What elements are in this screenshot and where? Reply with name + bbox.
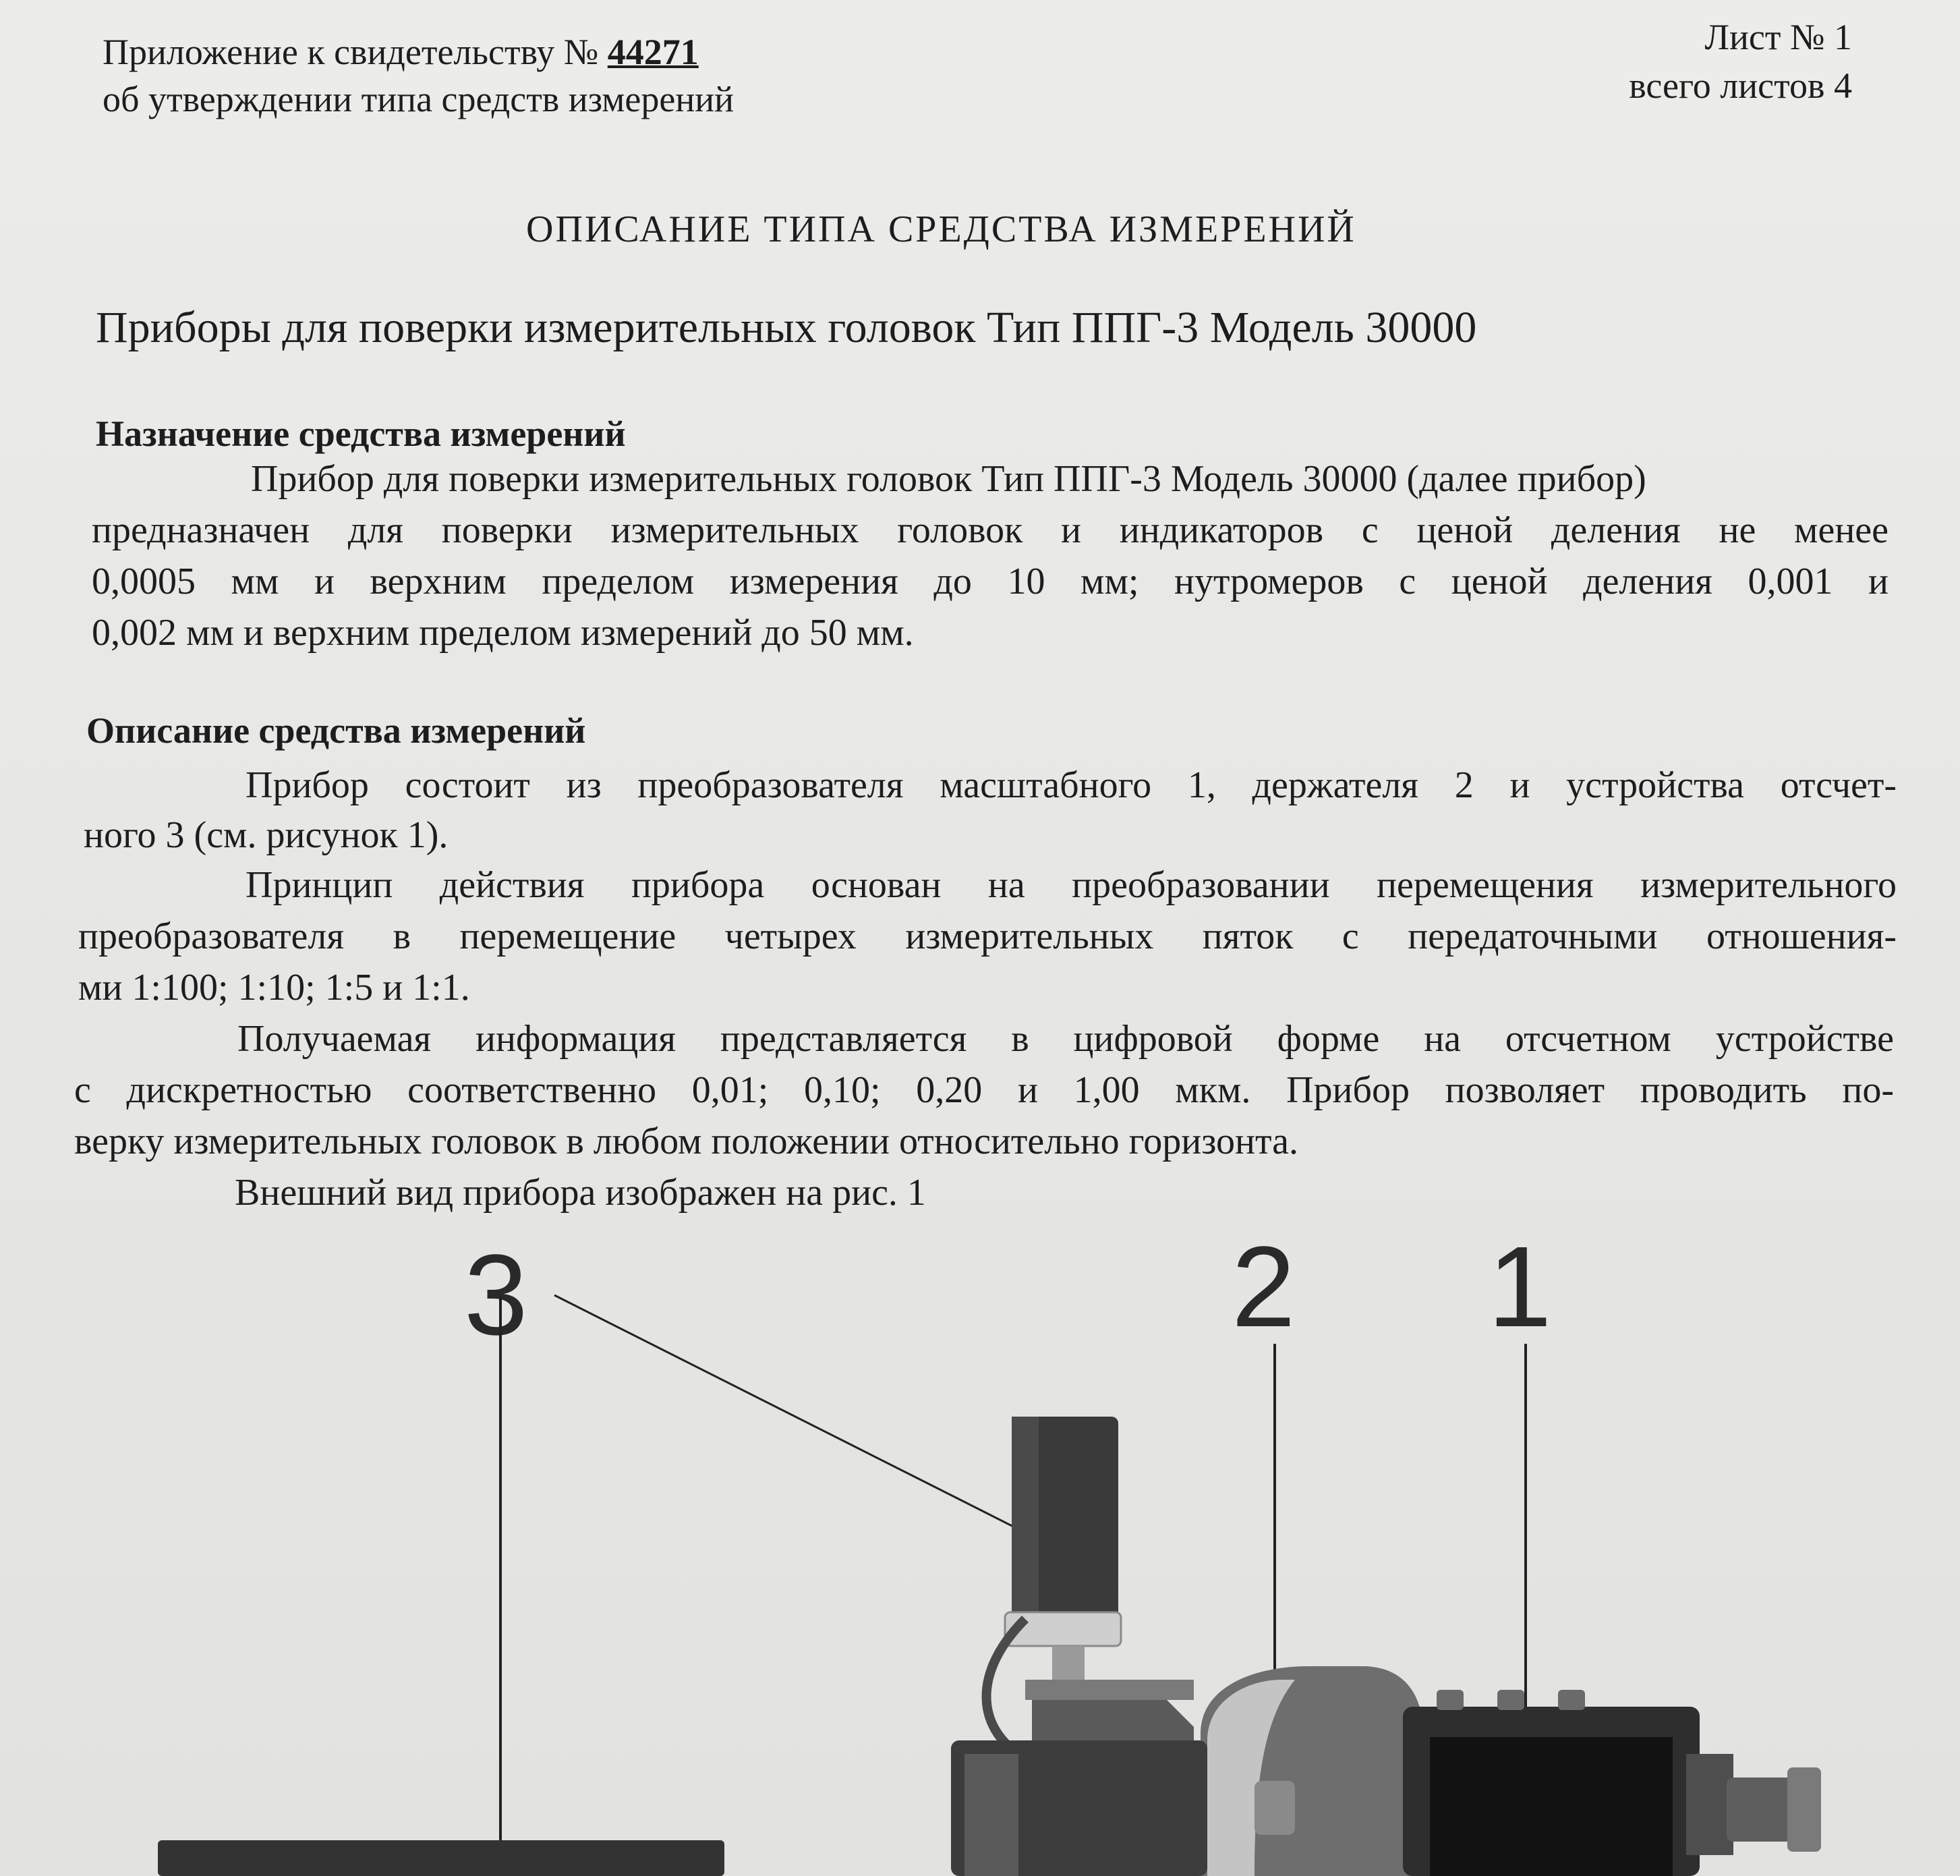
- purpose-line: 0,0005 мм и верхним пределом измерения до 10 мм; нутромеров с ценой деления 0,001 и: [92, 561, 1889, 602]
- document-title: ОПИСАНИЕ ТИПА СРЕДСТВА ИЗМЕРЕНИЙ: [526, 208, 1356, 250]
- description-line: с дискретностью соответственно 0,01; 0,10; 0,20 и 1,00 мкм. Прибор позволяет проводить по-: [74, 1069, 1894, 1111]
- holder-drum: [1201, 1666, 1423, 1876]
- transducer-body: [1403, 1690, 1821, 1876]
- base-block: [951, 1740, 1207, 1876]
- device-figure: [0, 1201, 1960, 1876]
- purpose-line: 0,002 мм и верхним пределом измерений до 50 мм.: [92, 612, 914, 654]
- appendix-line-2: об утверждении типа средств измерений: [103, 79, 734, 119]
- purpose-line: предназначен для поверки измерительных головок и индикаторов с ценой деления не менее: [92, 509, 1889, 551]
- description-line: Получаемая информация представляется в цифровой форме на отсчетном устройстве: [237, 1018, 1894, 1060]
- total-sheets: всего листов 4: [1629, 65, 1852, 106]
- figure-label-1: 1: [1488, 1223, 1552, 1351]
- description-line: ми 1:100; 1:10; 1:5 и 1:1.: [78, 967, 470, 1008]
- sheet-number: Лист № 1: [1704, 17, 1852, 57]
- description-heading: Описание средства измерений: [86, 710, 586, 751]
- figure-label-2: 2: [1232, 1223, 1296, 1351]
- figure-label-3: 3: [464, 1231, 528, 1359]
- description-line: верку измерительных головок в любом положении относительно горизонта.: [74, 1120, 1298, 1162]
- description-line: Прибор состоит из преобразователя масштабного 1, держателя 2 и устройства отсчет-: [246, 764, 1897, 806]
- certificate-number: 44271: [607, 32, 699, 72]
- readout-unit-base: [158, 1840, 724, 1876]
- leader-line-3-diagonal: [554, 1295, 1047, 1543]
- figure-reference: Внешний вид прибора изображен на рис. 1: [235, 1172, 926, 1214]
- document-subtitle: Приборы для поверки измерительных головок Тип ППГ-3 Модель 30000: [96, 303, 1477, 352]
- purpose-line: Прибор для поверки измерительных головок Тип ППГ-3 Модель 30000 (далее прибор): [251, 458, 1646, 500]
- purpose-heading: Назначение средства измерений: [96, 414, 626, 454]
- description-line: Принцип действия прибора основан на преобразовании перемещения измерительного: [246, 864, 1897, 906]
- description-line: ного 3 (см. рисунок 1).: [84, 814, 449, 856]
- appendix-line-1: [103, 28, 699, 76]
- appendix-prefix: Приложение к свидетельству №: [103, 32, 608, 72]
- description-line: преобразователя в перемещение четырех измерительных пяток с передаточными отношения-: [78, 915, 1897, 957]
